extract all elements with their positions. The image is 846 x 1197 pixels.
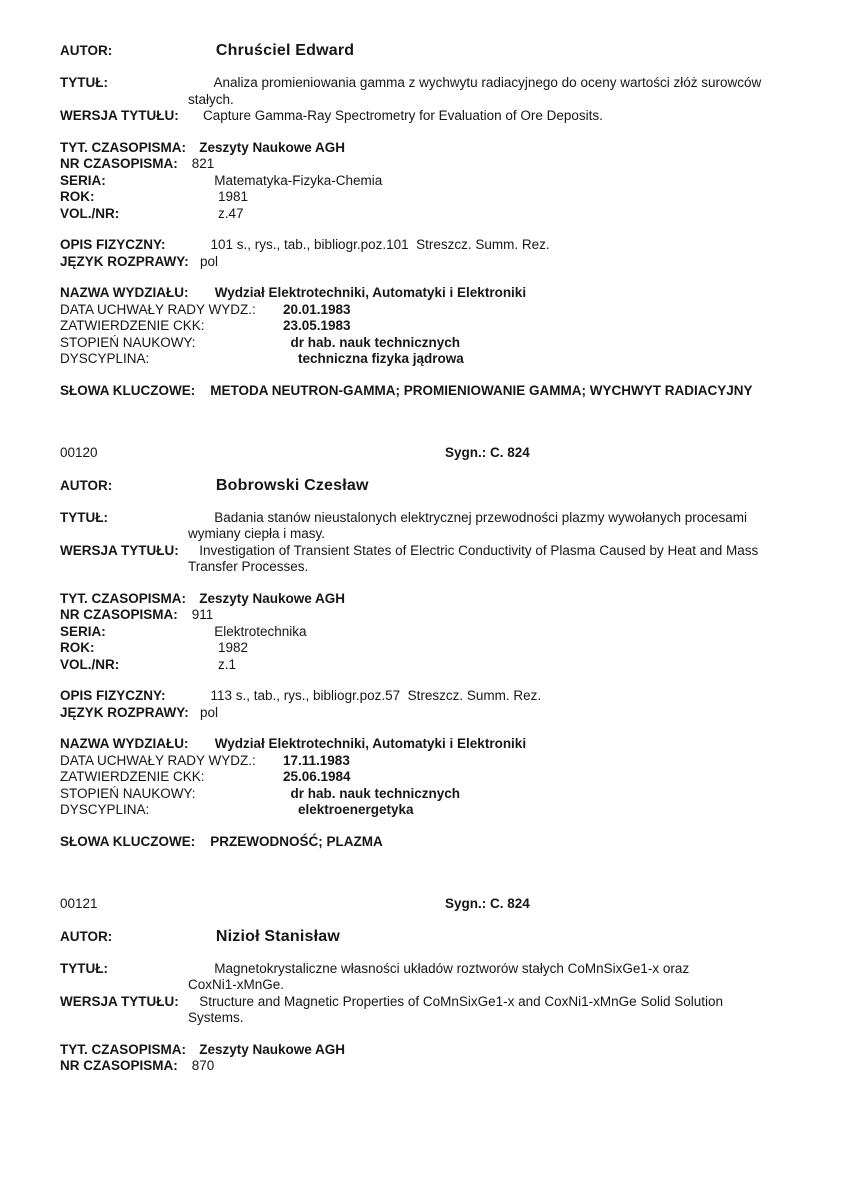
field-value: pol [188, 704, 219, 720]
record-signature: Sygn.: C. 824 [445, 445, 530, 460]
field-value: Elektrotechnika [188, 623, 307, 639]
field-label: NAZWA WYDZIAŁU: [60, 736, 189, 751]
field-value: 20.01.1983 [283, 301, 351, 317]
field-value: pol [188, 253, 219, 269]
field-row [60, 994, 816, 1011]
field-row [60, 285, 816, 302]
field-row [60, 1042, 816, 1059]
field-row [60, 383, 816, 400]
field-value: 23.05.1983 [283, 318, 351, 333]
field-row [60, 254, 816, 271]
record-header [60, 445, 816, 462]
field-value: 25.06.1984 [283, 769, 351, 784]
field-value: wymiany ciepła i masy. [188, 526, 326, 541]
record [60, 42, 816, 399]
field-row [60, 140, 816, 157]
field-row [60, 206, 816, 223]
field-row [60, 237, 816, 254]
field-group [60, 237, 816, 270]
field-group [60, 928, 816, 946]
field-value: elektroenergetyka [283, 802, 414, 817]
field-label: SERIA: [60, 623, 106, 639]
record-number: 00120 [60, 445, 98, 460]
field-value: 1982 [188, 640, 249, 655]
field-group [60, 1042, 816, 1075]
field-row [60, 786, 816, 803]
field-label: NAZWA WYDZIAŁU: [60, 285, 189, 300]
field-label: TYT. CZASOPISMA: [60, 139, 187, 155]
field-group [60, 834, 816, 851]
field-label: DATA UCHWAŁY RADY WYDZ.: [60, 301, 256, 317]
field-label: AUTOR: [60, 477, 113, 493]
field-value: Bobrowski Czesław [188, 476, 369, 494]
field-label: DATA UCHWAŁY RADY WYDZ.: [60, 752, 256, 768]
field-label: VOL./NR: [60, 656, 120, 672]
record-signature: Sygn.: C. 824 [445, 896, 530, 911]
field-row [60, 591, 816, 608]
field-value: 101 s., rys., tab., bibliogr.poz.101 Streszcz. Summ. Rez. [188, 237, 550, 252]
field-value: 821 [188, 156, 215, 171]
field-row [60, 42, 816, 60]
field-row [60, 75, 816, 92]
field-value: 911 [188, 607, 214, 622]
field-row [60, 156, 816, 173]
field-value: z.47 [188, 205, 244, 221]
field-row [60, 607, 816, 624]
field-value: Analiza promieniowania gamma z wychwytu radiacyjnego do oceny wartości złóż surowców [188, 75, 762, 90]
field-label: ROK: [60, 189, 95, 204]
field-value: Zeszyty Naukowe AGH [188, 590, 346, 606]
field-group [60, 961, 816, 1027]
field-row [60, 477, 816, 495]
field-value: 870 [188, 1058, 215, 1073]
field-label: JĘZYK ROZPRAWY: [60, 253, 189, 269]
field-row [60, 736, 816, 753]
field-label: STOPIEŃ NAUKOWY: [60, 334, 196, 350]
field-label: TYT. CZASOPISMA: [60, 1041, 187, 1057]
field-label: WERSJA TYTUŁU: [60, 993, 179, 1009]
field-value: dr hab. nauk technicznych [283, 334, 461, 350]
field-label: NR CZASOPISMA: [60, 1058, 178, 1073]
field-label: SŁOWA KLUCZOWE: [60, 833, 196, 849]
field-row [60, 510, 816, 527]
field-group [60, 477, 816, 495]
field-row [60, 318, 816, 335]
field-label: WERSJA TYTUŁU: [60, 542, 179, 558]
field-value: Matematyka-Fizyka-Chemia [188, 172, 383, 188]
field-value: Wydział Elektrotechniki, Automatyki i Elektroniki [188, 736, 527, 751]
field-group [60, 591, 816, 674]
field-value: PRZEWODNOŚĆ; PLAZMA [195, 833, 383, 849]
field-row [60, 961, 816, 978]
field-continuation-row [60, 977, 816, 994]
field-label: ROK: [60, 640, 95, 655]
field-value: Structure and Magnetic Properties of CoMnSixGe1-x and CoxNi1-xMnGe Solid Solution [188, 993, 723, 1009]
record-header [60, 896, 816, 913]
field-label: SERIA: [60, 172, 106, 188]
field-row [60, 335, 816, 352]
field-continuation-row [60, 526, 816, 543]
field-row [60, 351, 816, 368]
field-value: Badania stanów nieustalonych elektrycznej przewodności plazmy wywołanych procesami [188, 509, 748, 525]
field-row [60, 834, 816, 851]
field-row [60, 705, 816, 722]
field-label: NR CZASOPISMA: [60, 607, 178, 622]
field-value: CoxNi1-xMnGe. [188, 977, 285, 992]
field-value: Wydział Elektrotechniki, Automatyki i Elektroniki [188, 285, 527, 300]
record-number: 00121 [60, 896, 98, 911]
field-value: Capture Gamma-Ray Spectrometry for Evaluation of Ore Deposits. [188, 108, 603, 123]
field-group [60, 736, 816, 819]
field-group [60, 510, 816, 576]
field-continuation-row [60, 559, 816, 576]
field-value: 1981 [188, 189, 249, 204]
field-label: DYSCYPLINA: [60, 351, 150, 366]
field-label: VOL./NR: [60, 205, 120, 221]
field-label: STOPIEŃ NAUKOWY: [60, 785, 196, 801]
field-value: stałych. [188, 91, 234, 107]
field-value: z.1 [188, 656, 237, 672]
field-label: NR CZASOPISMA: [60, 156, 178, 171]
field-value: Transfer Processes. [188, 559, 309, 574]
field-row [60, 108, 816, 125]
field-row [60, 802, 816, 819]
field-label: OPIS FIZYCZNY: [60, 237, 166, 252]
field-row [60, 640, 816, 657]
field-label: ZATWIERDZENIE CKK: [60, 769, 205, 784]
field-row [60, 543, 816, 560]
field-label: AUTOR: [60, 928, 113, 944]
record [60, 445, 816, 850]
field-value: Investigation of Transient States of Electric Conductivity of Plasma Caused by Heat and Mass [188, 542, 759, 558]
field-row [60, 173, 816, 190]
field-label: WERSJA TYTUŁU: [60, 108, 179, 123]
field-row [60, 769, 816, 786]
records-container [60, 42, 816, 1075]
field-row [60, 688, 816, 705]
field-value: 113 s., tab., rys., bibliogr.poz.57 Streszcz. Summ. Rez. [188, 688, 542, 703]
field-value: Systems. [188, 1010, 244, 1025]
field-group [60, 285, 816, 368]
field-value: Magnetokrystaliczne własności układów roztworów stałych CoMnSixGe1-x oraz [188, 960, 690, 976]
field-row [60, 624, 816, 641]
field-row [60, 928, 816, 946]
field-label: OPIS FIZYCZNY: [60, 688, 166, 703]
field-row [60, 657, 816, 674]
field-label: AUTOR: [60, 43, 113, 58]
field-group [60, 688, 816, 721]
field-label: TYTUŁ: [60, 75, 108, 90]
field-continuation-row [60, 92, 816, 109]
field-group [60, 140, 816, 223]
field-label: SŁOWA KLUCZOWE: [60, 382, 196, 398]
field-value: Zeszyty Naukowe AGH [188, 139, 346, 155]
record [60, 896, 816, 1075]
field-label: DYSCYPLINA: [60, 802, 150, 817]
field-label: TYTUŁ: [60, 960, 108, 976]
field-label: ZATWIERDZENIE CKK: [60, 318, 205, 333]
field-value: METODA NEUTRON-GAMMA; PROMIENIOWANIE GAMMA; WYCHWYT RADIACYJNY [195, 382, 753, 398]
field-value: dr hab. nauk technicznych [283, 785, 461, 801]
field-value: 17.11.1983 [283, 752, 350, 768]
field-value: Zeszyty Naukowe AGH [188, 1041, 346, 1057]
field-value: Chruściel Edward [188, 42, 355, 59]
field-value: techniczna fizyka jądrowa [283, 351, 464, 366]
field-row [60, 753, 816, 770]
field-continuation-row [60, 1010, 816, 1027]
field-label: TYT. CZASOPISMA: [60, 590, 187, 606]
field-value: Nizioł Stanisław [188, 927, 340, 945]
field-label: TYTUŁ: [60, 509, 108, 525]
field-group [60, 75, 816, 125]
field-group [60, 383, 816, 400]
field-group [60, 42, 816, 60]
field-row [60, 189, 816, 206]
field-row [60, 302, 816, 319]
field-row [60, 1058, 816, 1075]
field-label: JĘZYK ROZPRAWY: [60, 704, 189, 720]
